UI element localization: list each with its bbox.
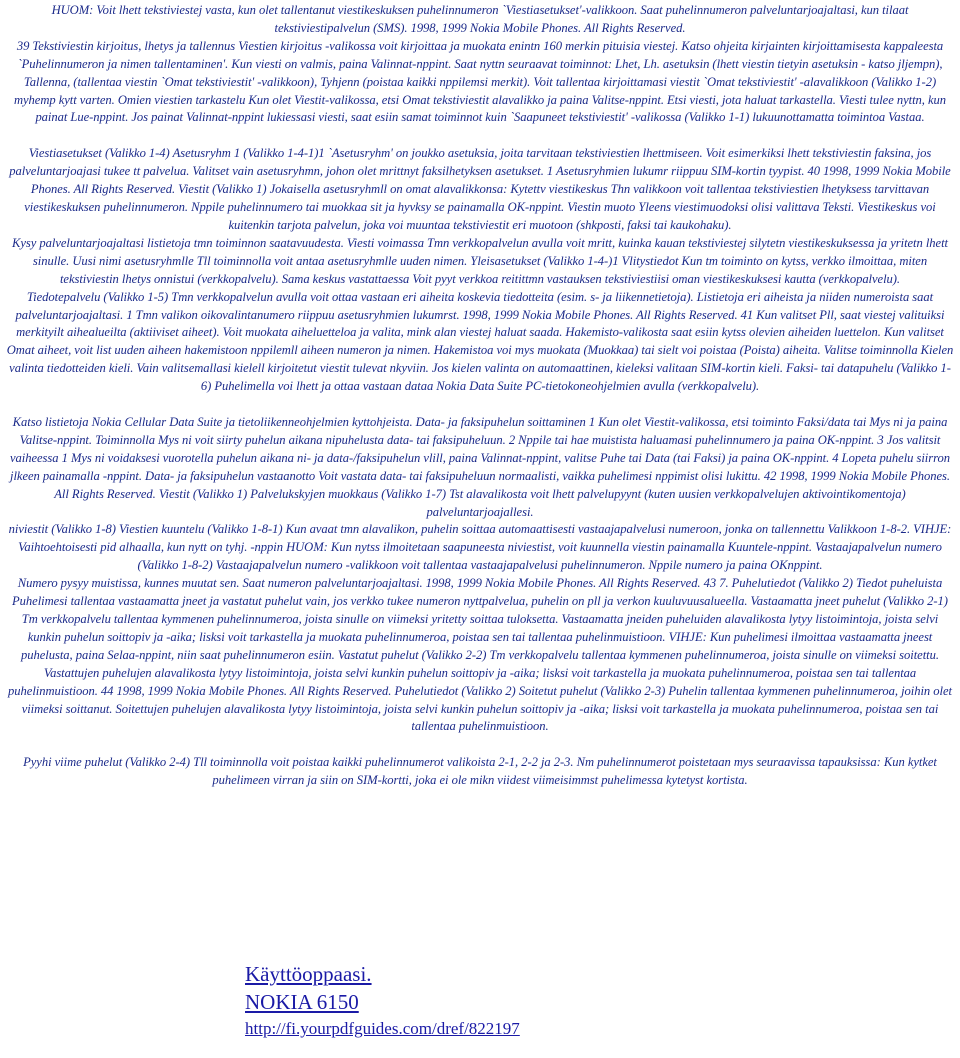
paragraph-cell-broadcast: Tiedotepalvelu (Valikko 1-5) Tmn verkkopalvelun avulla voit ottaa vastaan eri aiheita koskevia tiedotteita (esim. s- ja liikennetietoja). Listietoja eri aiheista ja niiden numeroista saat palveluntarjoajaltasi. 1 Tmn valikon oikovalintanumero riippuu asetusryhmien lukumrst. 1998, 1999 Nokia Mobile Phones. All Rights Reserved. 41 Kun valitset Pll, saat viestej valituiksi merkityilt aihealueilta (aktiiviset aiheet). Voit muokata aiheluetteloa ja valita, mink alan viestej haluat saada. Hakemisto-valikosta saat esiin kytss olevien aiheiden luettelon. Kun valitset Omat aiheet, voit list uuden aiheen hakemistoon nppilemll aiheen numeron ja nimen. Hakemistoa voi mys muokata (Muokkaa) tai sielt voi poistaa (Poista) aiheita. Valitse toiminnolla Kielen valinta tiedotteiden kieli. Vain valitsemallasi kielell kirjoitetut viestit tulevat nkyviin. Jos kielen valinta on automaattinen, kieleksi valitaan SIM-kortin kieli. Faksi- tai datapuhelu (Valikko 1-6) Puhelimella voi lhett ja ottaa vastaan dataa Nokia Data Suite PC-tietokoneohjelmien avulla (verkkopalvelu). bbox=[6, 289, 954, 394]
paragraph-writing-messages: 39 Tekstiviestin kirjoitus, lhetys ja tallennus Viestien kirjoitus -valikossa voit kirjoittaa ja muokata enintn 160 merkin pituisia viestej. Katso ohjeita kirjainten kirjoittamisesta kappaleesta `Puhelinnumeron ja nimen tallentaminen'. Kun viesti on valmis, paina Valinnat-nppint. Saat nyttn seuraavat toiminnot: Lhet, Lh. asetuksin (lhett viestin tietyin asetuksin - katso jljempn), Tallenna, (tallentaa viestin `Omat tekstiviestit' -valikkoon), Tyhjenn (poistaa kaikki nppilemsi merkit). Voit tallentaa kirjoittamasi viestit `Omat tekstiviestit' -alavalikkoon (Valikko 1-2) myhemp kytt varten. Omien viestien tarkastelu Kun olet Viestit-valikossa, etsi Omat tekstiviestit alavalikko ja paina Valitse-nppint. Etsi viesti, jota haluat tarkastella. Viesti tulee nyttn, kun painat Lue-nppint. Jos painat Valinnat-nppint lukiessasi viesti, saat esiin samat toiminnot kuin `Saapuneet tekstiviestit' -valikossa (Valikko 1-1) lukuunottamatta toimintoa Vastaa. bbox=[13, 38, 947, 125]
paragraph-clear-recent-calls: Pyyhi viime puhelut (Valikko 2-4) Tll toiminnolla voit poistaa kaikki puhelinnumerot valikoista 2-1, 2-2 ja 2-3. Nm puhelinnumerot poistetaan mys seuraavissa tapauksissa: Kun kytket puhelimeen virran ja siin on SIM-kortti, joka ei ole mikn viidest viimeisimmst puhelimessa kytetyst kortista. bbox=[23, 755, 937, 788]
guide-url-link[interactable]: http://fi.yourpdfguides.com/dref/822197 bbox=[245, 1019, 520, 1038]
guide-title-link[interactable]: Käyttöoppaasi. bbox=[245, 962, 372, 986]
footer-links bbox=[245, 960, 520, 1042]
model-link[interactable]: NOKIA 6150 bbox=[245, 990, 359, 1014]
paragraph-data-fax-calls: Katso listietoja Nokia Cellular Data Suite ja tietoliikenneohjelmien kyttohjeista. Data- ja faksipuhelun soittaminen 1 Kun olet Viestit-valikossa, etsi toiminto Faksi/data tai Mys ni ja paina Valitse-nppint. Toiminnolla Mys ni voit siirty puhelun aikana nipuhelusta data- tai faksipuheluun. 2 Nppile tai hae muistista haluamasi puhelinnumero ja paina OK-nppint. 3 Jos valitsit vaiheessa 1 Mys ni voidaksesi vuorotella puhelun aikana ni- ja data-/faksipuhelun vlill, paina Valinnat-nppint, valitse Puhe tai Data (tai Faksi) ja paina OK-nppint. 4 Lopeta puhelu siirron jlkeen painamalla -nppint. Data- ja faksipuhelun vastaanotto Voit vastata data- tai faksipuheluun normaalisti, vaikka puhelimesi nppimist olisi lukittu. 42 1998, 1999 Nokia Mobile Phones. All Rights Reserved. Viestit (Valikko 1) Palvelukskyjen muokkaus (Valikko 1-7) Tst alavalikosta voit lhett palvelupyynt (kuten uusien verkkopalvelujen aktivointikomentoja) palveluntarjoajallesi. bbox=[10, 415, 950, 519]
paragraph-voice-messages: niviestit (Valikko 1-8) Viestien kuuntelu (Valikko 1-8-1) Kun avaat tmn alavalikon, puhelin soittaa automaattisesti vastaajapalvelusi numeroon, jonka on tallennettu Valikkoon 1-8-2. VIHJE: Vaihtoehtoisesti pid alhaalla, kun nytt on tyhj. -nppin HUOM: Kun nytss ilmoitetaan saapuneesta niviestist, voit kuunnella viestin painamalla Kuuntele-nppint. Vastaajapalvelun numero (Valikko 1-8-2) Vastaajapalvelun numero -valikkoon voit tallentaa vastaajapalvelusi puhelinnumeron. Nppile numero ja paina OKnppint. bbox=[8, 522, 952, 573]
paragraph-call-register: Numero pysyy muistissa, kunnes muutat sen. Saat numeron palveluntarjoajaltasi. 1998, 1999 Nokia Mobile Phones. All Rights Reserved. 43 7. Puhelutiedot (Valikko 2) Tiedot puheluista Puhelimesi tallentaa vastaamatta jneet ja vastatut puhelut vain, jos verkko tukee numeron nyttpalvelua, puhelin on pll ja verkon kuuluvuusalueella. Vastaamatta jneet puhelut (Valikko 2-1) Tm verkkopalvelu tallentaa kymmenen puhelinnumeroa, joista sinulle on viimeksi yritetty soittaa tuloksetta. Vastaamatta jneiden puheluiden alavalikosta lytyy listoimintoja, joista selvi kunkin puhelun soittopiv ja -aika; lisksi voit tarkastella ja muokata puhelinnumeroa, poistaa sen tai tallentaa puhelinmuistioon. VIHJE: Kun puhelimesi ilmoittaa vastaamatta jneest puhelusta, paina Selaa-nppint, niin saat puhelinnumeron esiin. Vastatut puhelut (Valikko 2-2) Tm verkkopalvelu tallentaa kymmenen puhelinnumeroa, joista sinulle on viimeksi soitettu. Vastattujen puhelujen alavalikosta lytyy listoimintoja, joista selvi kunkin puhelun soittopiv ja -aika; lisksi voit tarkastella ja muokata puhelinnumeroa, poistaa sen tai tallentaa puhelinmuistioon. 44 1998, 1999 Nokia Mobile Phones. All Rights Reserved. Puhelutiedot (Valikko 2) Soitetut puhelut (Valikko 2-3) Puhelin tallentaa kymmenen puhelinnumeroa, joihin olet viimeksi soittanut. Soitettujen puhelujen alavalikosta lytyy listoimintoja, joista selvi kunkin puhelun soittopiv ja -aika; lisksi voit tarkastella ja muokata puhelinnumeroa, poistaa sen tai tallentaa puhelinmuistioon. bbox=[8, 576, 952, 734]
paragraph-service-provider: Kysy palveluntarjoajaltasi listietoja tmn toiminnon saatavuudesta. Viesti voimassa Tmn verkkopalvelun avulla voit mritt, kuinka kauan tekstiviestej silytetn viestikeskuksessa ja yritetn lhett sinulle. Uusi nimi asetusryhmlle Tll toiminnolla voit antaa asetusryhmlle uuden nimen. Yleisasetukset (Valikko 1-4-)1 Vlitystiedot Kun tm toiminto on kytss, verkko ilmoittaa, miten tekstiviestin lhetys onnistui (verkkopalvelu). Sama keskus vastattaessa Voit pyyt verkkoa reitittmn vastauksen tekstiviestiisi oman viestikeskuksesi kautta (verkkopalvelu). bbox=[12, 235, 948, 286]
paragraph-message-settings: Viestiasetukset (Valikko 1-4) Asetusryhm 1 (Valikko 1-4-1)1 `Asetusryhm' on joukko asetuksia, joita tarvitaan tekstiviestien lhettmiseen. Voit esimerkiksi lhett tekstiviestin faksina, jos palveluntarjoajasi tukee tt palvelua. Valitset vain asetusryhmn, johon olet mrittnyt faksilhetyksen asetukset. 1 Asetusryhmien lukumr riippuu SIM-kortin tyypist. 40 1998, 1999 Nokia Mobile Phones. All Rights Reserved. Viestit (Valikko 1) Jokaisella asetusryhmll on omat alavalikkonsa: Kytettv viestikeskus Thn valikkoon voit tallentaa tekstiviestien lhetyksess tarvittavan viestikeskuksen puhelinnumeron. Nppile puhelinnumero tai muokkaa sit ja hyvksy se painamalla OK-nppint. Viestin muoto Yleens viestimuodoksi olisi valittava Teksti. Viestikeskus voi kuitenkin tarjota palvelun, joka voi muuntaa tekstiviestit eri muotoon (shkposti, faksi tai kaukohaku). bbox=[9, 146, 951, 232]
paragraph-note: HUOM: Voit lhett tekstiviestej vasta, kun olet tallentanut viestikeskuksen puhelinnumeron `Viestiasetukset'-valikkoon. Saat puhelinnumeron palveluntarjoajaltasi, kun tilaat tekstiviestipalvelun (SMS). 1998, 1999 Nokia Mobile Phones. All Rights Reserved. bbox=[51, 3, 909, 35]
